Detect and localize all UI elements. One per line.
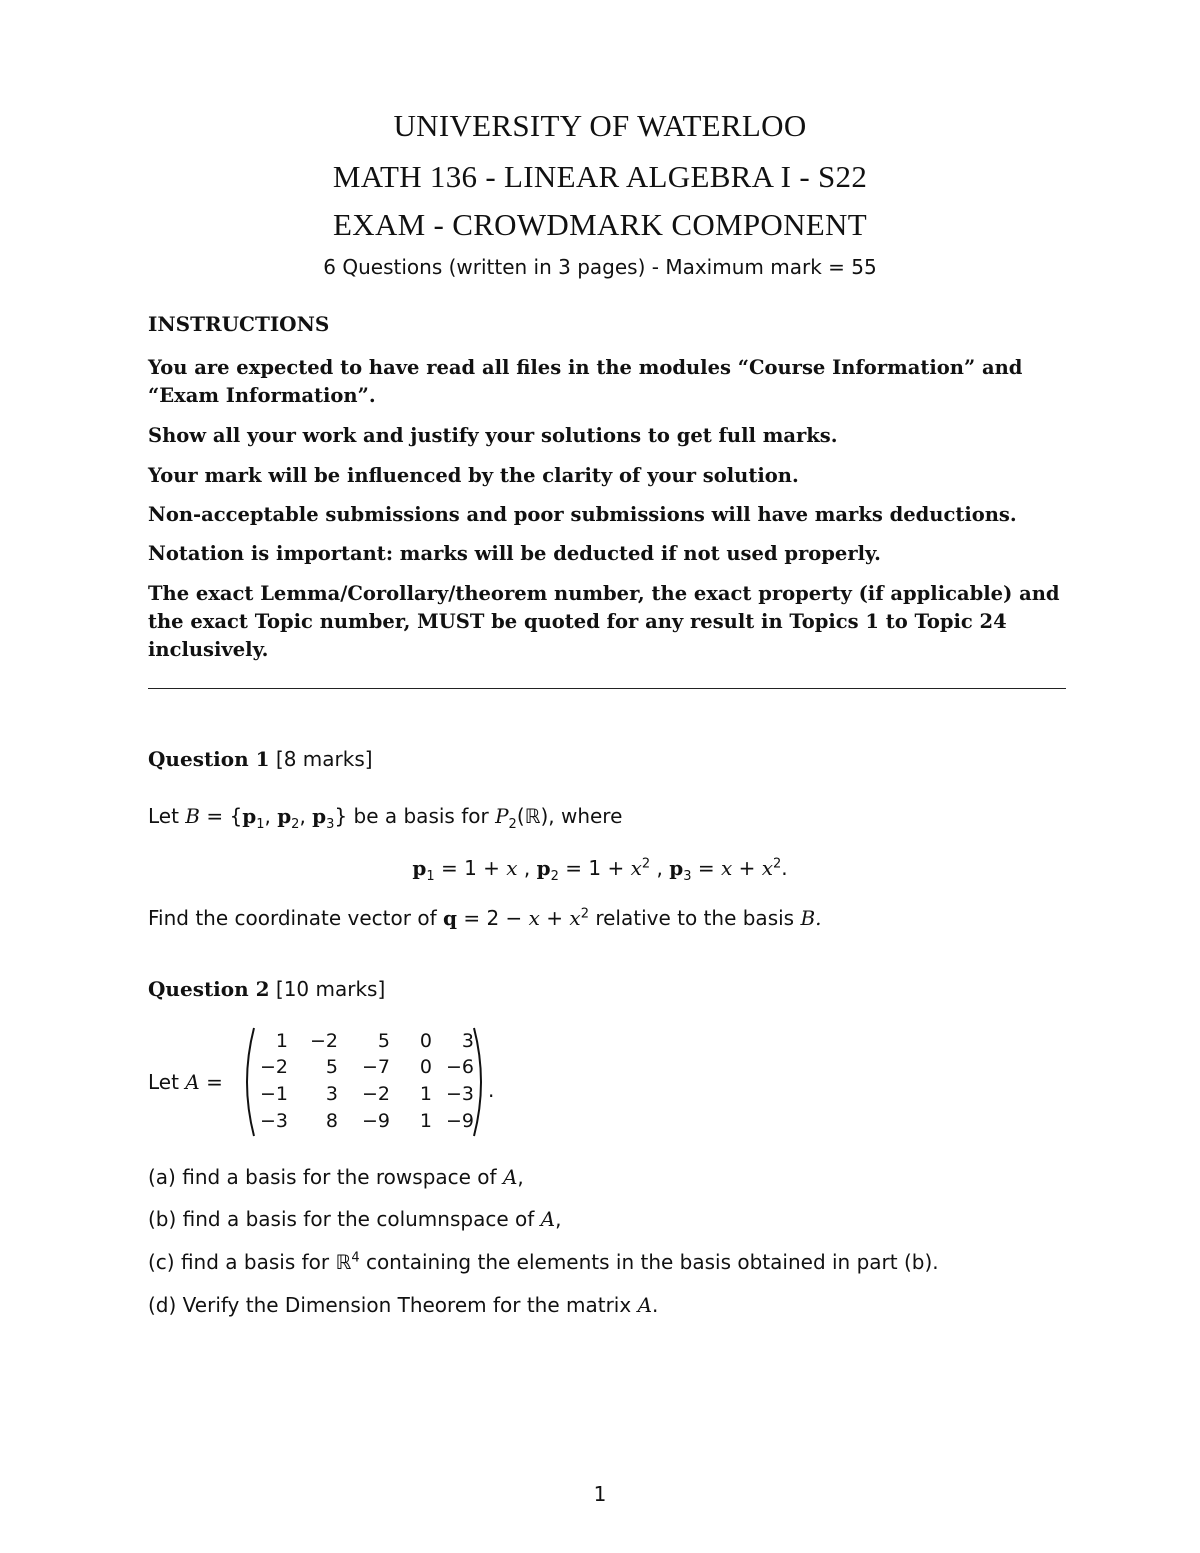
question-2-part-d: (d) Verify the Dimension Theorem for the matrix A. xyxy=(148,1293,659,1317)
instruction-item: You are expected to have read all files in the modules “Course Information” and “Exam Information”. xyxy=(148,356,1023,407)
matrix-cell: −1 xyxy=(259,1083,288,1105)
question-1-marks: [8 marks] xyxy=(275,747,373,771)
matrix-cell: 5 xyxy=(325,1056,338,1078)
matrix-cell: −2 xyxy=(361,1083,390,1105)
matrix-cell: 1 xyxy=(419,1110,432,1132)
instruction-item: Non-acceptable submissions and poor submissions will have marks deductions. xyxy=(148,503,1017,526)
matrix-cell: −9 xyxy=(445,1110,474,1132)
matrix-cell: 3 xyxy=(325,1083,338,1105)
section-divider xyxy=(148,688,1066,689)
instructions-heading: INSTRUCTIONS xyxy=(148,312,330,336)
matrix-cell: 0 xyxy=(419,1030,432,1052)
question-1-intro: Let $B = \{p_1$, $p_2$, $p_3$} be a basis for $P_2(ℝ)$, where xyxy=(148,804,623,832)
question-2-marks: [10 marks] xyxy=(275,977,386,1001)
matrix-cell: 1 xyxy=(419,1083,432,1105)
university-title: UNIVERSITY OF WATERLOO xyxy=(393,108,807,143)
page-number: 1 xyxy=(593,1482,607,1506)
question-1-task: Find the coordinate vector of $q = 2 - x + x^2$ relative to the basis B. xyxy=(148,906,822,930)
matrix-cell: −3 xyxy=(445,1083,474,1105)
instruction-item: Your mark will be influenced by the clarity of your solution. xyxy=(148,464,799,487)
matrix-cell: 1 xyxy=(275,1030,288,1052)
question-2-part-a: (a) find a basis for the rowspace of A, xyxy=(148,1165,524,1189)
matrix-cell: −7 xyxy=(361,1056,390,1078)
matrix-cell: −6 xyxy=(445,1056,474,1078)
matrix-A xyxy=(242,1026,486,1138)
matrix-cell: 5 xyxy=(377,1030,390,1052)
instruction-item: Notation is important: marks will be deducted if not used properly. xyxy=(148,542,881,565)
question-2-part-c: (c) find a basis for ℝ$^4$ containing the elements in the basis obtained in part (b). xyxy=(148,1250,939,1274)
question-2-heading xyxy=(148,977,385,1001)
matrix-cell: 0 xyxy=(419,1056,432,1078)
matrix-cell: 3 xyxy=(461,1030,474,1052)
question-2-part-b: (b) find a basis for the columnspace of A, xyxy=(148,1207,562,1231)
matrix-cell: −9 xyxy=(361,1110,390,1132)
matrix-cell: −2 xyxy=(259,1056,288,1078)
instruction-item: The exact Lemma/Corollary/theorem number, the exact property (if applicable) and the exact Topic number, MUST be quoted for any result in Topics 1 to Topic 24 inclusively. xyxy=(148,582,1060,661)
exam-summary: 6 Questions (written in 3 pages) - Maximum mark = 55 xyxy=(323,255,877,279)
matrix-label: Let A = xyxy=(148,1070,223,1094)
matrix-period: . xyxy=(488,1078,495,1102)
matrix-cell: −3 xyxy=(259,1110,288,1132)
matrix-cell: 8 xyxy=(325,1110,338,1132)
exam-title: EXAM - CROWDMARK COMPONENT xyxy=(333,207,867,242)
matrix-cell: −2 xyxy=(309,1030,338,1052)
question-1-heading xyxy=(148,747,373,771)
question-2-label: Question 2 xyxy=(148,977,270,1001)
instruction-item: Show all your work and justify your solutions to get full marks. xyxy=(148,424,838,447)
course-title: MATH 136 - LINEAR ALGEBRA I - S22 xyxy=(332,159,868,194)
question-1-basis-equation: $p_1 = 1 + x$ , $p_2 = 1 + x^2$ , $p_3 = x + x^2$. xyxy=(412,856,788,884)
question-1-label: Question 1 xyxy=(148,747,270,771)
